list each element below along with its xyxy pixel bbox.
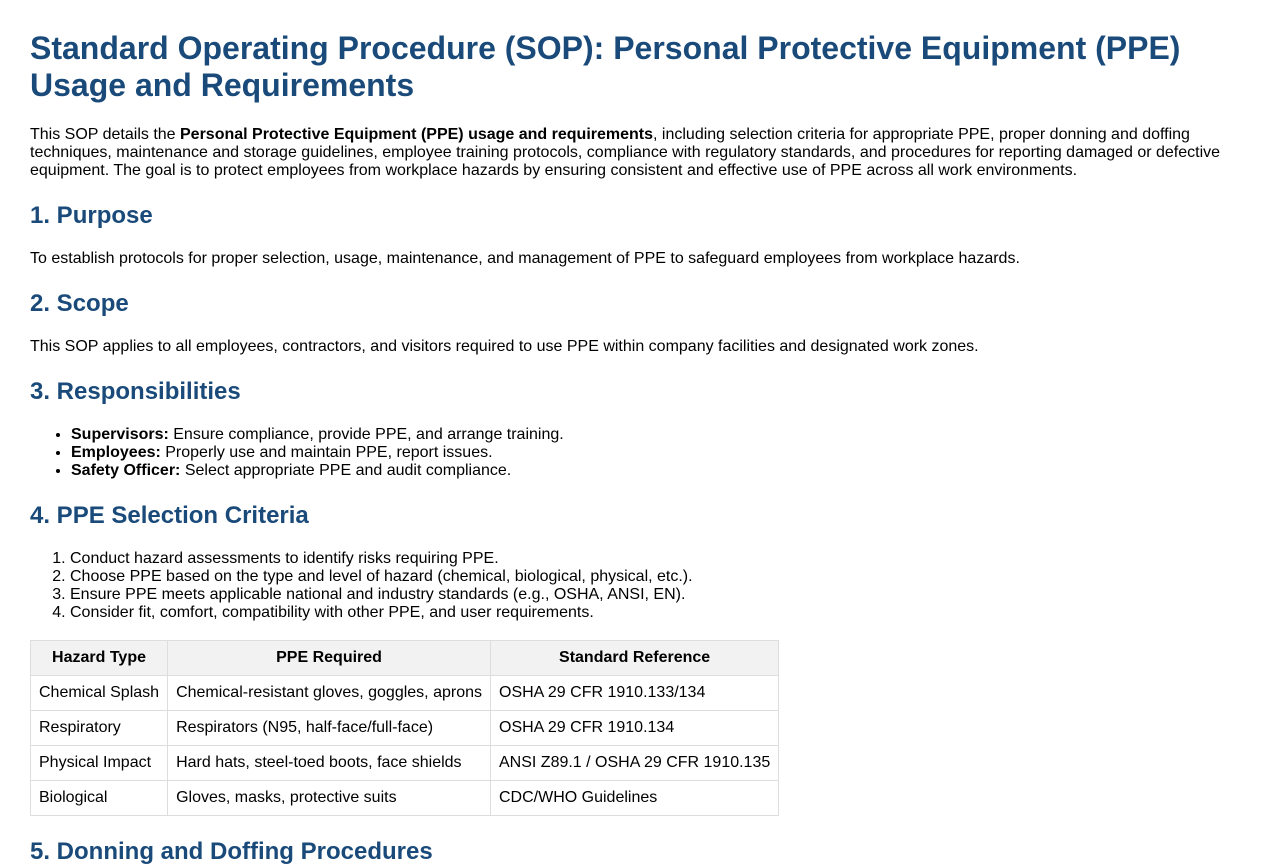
scope-text: This SOP applies to all employees, contractors, and visitors required to use PPE within company facilities and designated work zones. bbox=[30, 338, 979, 355]
section-heading-donning: 5. Donning and Doffing Procedures bbox=[30, 838, 433, 865]
role-label: Supervisors: bbox=[71, 426, 169, 443]
table-row bbox=[31, 676, 779, 711]
list-item: 1. Conduct hazard assessments to identify risks requiring PPE. bbox=[70, 550, 1235, 568]
table-row bbox=[31, 781, 779, 816]
list-item: 2. Choose PPE based on the type and level of hazard (chemical, biological, physical, etc.). bbox=[70, 568, 1235, 586]
table-row bbox=[31, 746, 779, 781]
section-heading-purpose: 1. Purpose bbox=[30, 202, 153, 229]
table-cell: CDC/WHO Guidelines bbox=[491, 781, 779, 816]
role-description: Select appropriate PPE and audit compliance. bbox=[180, 462, 512, 479]
table-cell: Physical Impact bbox=[31, 746, 168, 781]
section-heading-selection: 4. PPE Selection Criteria bbox=[30, 502, 309, 529]
role-label: Employees: bbox=[71, 444, 161, 461]
intro-bold-term: Personal Protective Equipment (PPE) usage and requirements bbox=[180, 126, 654, 143]
table-cell: Respirators (N95, half-face/full-face) bbox=[168, 711, 491, 746]
sop-document bbox=[30, 0, 1235, 866]
responsibilities-list bbox=[30, 426, 1235, 480]
list-item: 4. Consider fit, comfort, compatibility with other PPE, and user requirements. bbox=[70, 604, 1235, 622]
table-header-row bbox=[31, 641, 779, 676]
page-title-line-2: Usage and Requirements bbox=[30, 67, 415, 103]
purpose-text: To establish protocols for proper selection, usage, maintenance, and management of PPE to safeguard employees from workplace hazards. bbox=[30, 250, 1020, 267]
column-header-standard-reference: Standard Reference bbox=[491, 641, 779, 676]
list-item bbox=[71, 426, 1235, 444]
list-item bbox=[71, 462, 1235, 480]
role-label: Safety Officer: bbox=[71, 462, 181, 479]
table-cell: Hard hats, steel-toed boots, face shields bbox=[168, 746, 491, 781]
page-title bbox=[30, 30, 1235, 104]
intro-rest: , including selection criteria for appropriate PPE, proper donning and doffing techniques, maintenance and storage guidelines, employee training protocols, compliance with regulatory standards, and procedures for reporting damaged or defective equipment. The goal is to protect employees from workplace hazards by ensuring consistent and effective use of PPE across all work environments. bbox=[30, 126, 1221, 179]
table-cell: Chemical Splash bbox=[31, 676, 168, 711]
list-item bbox=[71, 444, 1235, 462]
page-title-line-1: Standard Operating Procedure (SOP): Personal Protective Equipment (PPE) bbox=[30, 30, 1181, 66]
section-heading-responsibilities: 3. Responsibilities bbox=[30, 378, 241, 405]
column-header-hazard-type: Hazard Type bbox=[31, 641, 168, 676]
table-cell: OSHA 29 CFR 1910.134 bbox=[491, 711, 779, 746]
section-heading-scope: 2. Scope bbox=[30, 290, 129, 317]
table-cell: Biological bbox=[31, 781, 168, 816]
table-row bbox=[31, 711, 779, 746]
table-cell: Respiratory bbox=[31, 711, 168, 746]
table-cell: OSHA 29 CFR 1910.133/134 bbox=[491, 676, 779, 711]
intro-paragraph bbox=[30, 126, 1235, 180]
selection-steps-list bbox=[30, 550, 1235, 622]
ppe-requirements-table bbox=[30, 640, 779, 816]
table-cell: ANSI Z89.1 / OSHA 29 CFR 1910.135 bbox=[491, 746, 779, 781]
column-header-ppe-required: PPE Required bbox=[168, 641, 491, 676]
intro-lead: This SOP details the bbox=[30, 126, 180, 143]
table-cell: Gloves, masks, protective suits bbox=[168, 781, 491, 816]
role-description: Ensure compliance, provide PPE, and arrange training. bbox=[168, 426, 564, 443]
table-cell: Chemical-resistant gloves, goggles, aprons bbox=[168, 676, 491, 711]
list-item: 3. Ensure PPE meets applicable national and industry standards (e.g., OSHA, ANSI, EN). bbox=[70, 586, 1235, 604]
role-description: Properly use and maintain PPE, report issues. bbox=[160, 444, 493, 461]
